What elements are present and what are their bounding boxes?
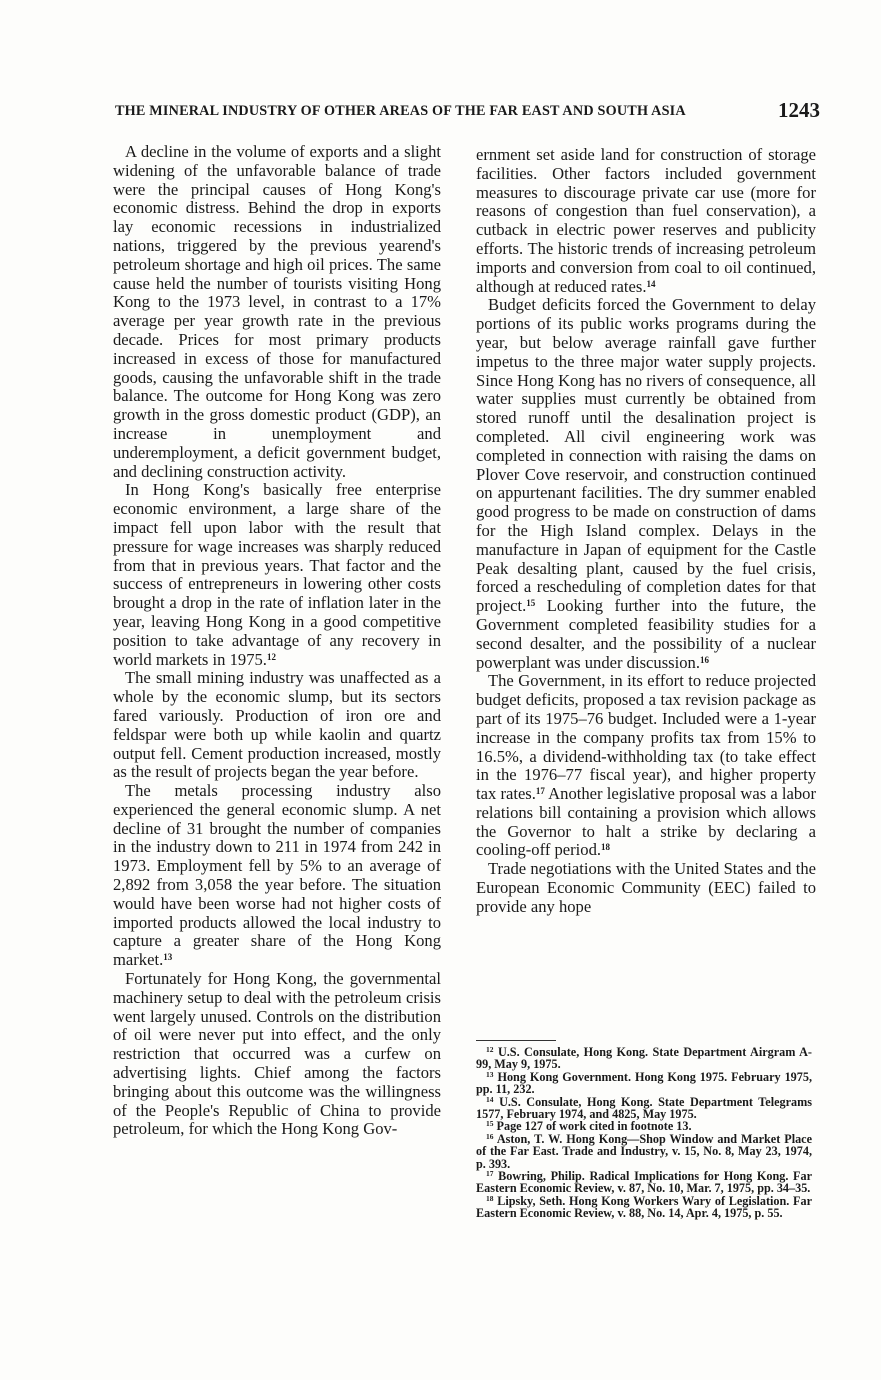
running-head: THE MINERAL INDUSTRY OF OTHER AREAS OF THE FAR EAST AND SOUTH ASIA — [115, 103, 686, 119]
footnote-ref: 16 — [699, 654, 709, 665]
paragraph: ernment set aside land for construction of storage facilities. Other factors included government measures to discourage private car use (more for reasons of congestion than fuel conservation), a cutback in electric power reserves and publicity efforts. The historic trends of increasing petroleum imports and conversion from coal to oil continued, although at reduced rates.$^{14}$ — [476, 145, 816, 296]
footnotes — [476, 1046, 812, 1220]
footnote-ref: 13 — [163, 952, 173, 963]
footnote-ref: 15 — [526, 598, 536, 609]
paragraph: A decline in the volume of exports and a slight widening of the unfavorable balance of trade were the principal causes of Hong Kong's economic distress. Behind the drop in exports lay economic recessions in industrialized nations, triggered by the previous yearend's petroleum shortage and high oil prices. The same cause held the number of tourists visiting Hong Kong to the 1973 level, in contrast to a 17% average per year growth rate in the previous decade. Prices for most primary products increased in excess of those for manufactured goods, causing the unfavorable shift in the trade balance. The outcome for Hong Kong was zero growth in the gross domestic product (GDP), an increase in unemployment and underemployment, a deficit government budget, and declining construction activity. — [113, 142, 441, 481]
footnote: $^{16}$ Aston, T. W. Hong Kong—Shop Window and Market Place of the Far East. Trade and Industry, v. 15, No. 8, May 23, 1974, p. 393. — [476, 1131, 813, 1171]
footnote: $^{18}$ Lipsky, Seth. Hong Kong Workers Wary of Legislation. Far Eastern Economic Review, v. 88, No. 14, Apr. 4, 1975, p. 55. — [476, 1193, 813, 1221]
paragraph: In Hong Kong's basically free enterprise economic environment, a large share of the impact fell upon labor with the result that pressure for wage increases was sharply reduced from that in previous years. That factor and the success of entrepreneurs in lowering other costs brought a drop in the rate of inflation later in the year, leaving Hong Kong in a good competitive position to take advantage of any recovery in world markets in 1975.12 — [113, 480, 441, 669]
page-header — [115, 90, 820, 120]
footnote: $^{12}$ U.S. Consulate, Hong Kong. State Department Airgram A-99, May 9, 1975. — [476, 1045, 812, 1072]
right-column — [476, 146, 816, 917]
paragraph: The Government, in its effort to reduce projected budget deficits, proposed a tax revision package as part of its 1975–76 budget. Included were a 1-year increase in the company profits tax from 15% to 16.5%, a dividend-withholding tax (to take effect in the 1976–77 fiscal year), and higher property tax rates.$^{17}$ Another legislative proposal was a labor relations bill containing a provision which allows the Governor to halt a strike by declaring a cooling-off period.$^{18}$ — [476, 671, 816, 860]
paragraph: Trade negotiations with the United States and the European Economic Community (EEC) failed to provide any hope — [476, 859, 816, 916]
paragraph: The small mining industry was unaffected as a whole by the economic slump, but its sectors fared variously. Production of iron ore and feldspar were both up while kaolin and quartz output fell. Cement production increased, mostly as the result of projects began the year before. — [113, 668, 441, 782]
footnote-ref: 14 — [646, 278, 656, 289]
footnote-ref: 12 — [266, 651, 276, 662]
footnote: $^{17}$ Bowring, Philip. Radical Implications for Hong Kong. Far Eastern Economic Review, v. 87, No. 10, Mar. 7, 1975, pp. 34–35. — [476, 1169, 812, 1196]
paragraph: The metals processing industry also experienced the general economic slump. A net decline of 31 brought the number of companies in the industry down to 211 in 1974 from 242 in 1973. Employment fell by 5% to an average of 2,892 from 3,058 the year before. The situation would have been worse had not higher costs of imported products allowed the local industry to capture a greater share of the Hong Kong market.$^{13}$ — [113, 781, 441, 970]
footnote-ref: 17 — [535, 786, 545, 797]
footnote: $^{14}$ U.S. Consulate, Hong Kong. State Department Telegrams 1577, February 1974, and 4825, May 1975. — [476, 1094, 813, 1122]
paragraph: Budget deficits forced the Government to delay portions of its public works programs during the year, but below average rainfall gave further impetus to the three major water supply projects. Since Hong Kong has no rivers of consequence, all water supplies must currently be obtained from stored runoff until the desalination project is completed. All civil engineering work was completed in connection with raising the dams on Plover Cove reservoir, and construction continued on appurtenant facilities. The dry summer enabled good progress to be made on construction of dams for the High Island complex. Delays in the manufacture in Japan of equipment for the Castle Peak desalting plant, caused by the fuel crisis, forced a rescheduling of completion dates for that project.$^{15}$ Looking further into the future, the Government completed feasibility studies for a second desalter, and the possibility of a nuclear powerplant was under discussion.$^{16}$ — [476, 295, 816, 672]
paragraph: Fortunately for Hong Kong, the governmental machinery setup to deal with the petroleum crisis went largely unused. Controls on the distribution of oil were never put into effect, and the only restriction that occurred was a curfew on advertising lights. Chief among the factors bringing about this outcome was the willingness of the People's Republic of China to provide petroleum, for which the Hong Kong Gov- — [113, 969, 441, 1139]
footnote: $^{13}$ Hong Kong Government. Hong Kong 1975. February 1975, pp. 11, 232. — [476, 1069, 812, 1097]
footnote-ref: 18 — [601, 842, 611, 853]
page-number: 1243 — [778, 98, 820, 122]
left-column — [113, 143, 441, 1139]
footnote-rule — [476, 1040, 556, 1041]
footnote: $^{15}$ Page 127 of work cited in footnote 13. — [486, 1119, 692, 1134]
